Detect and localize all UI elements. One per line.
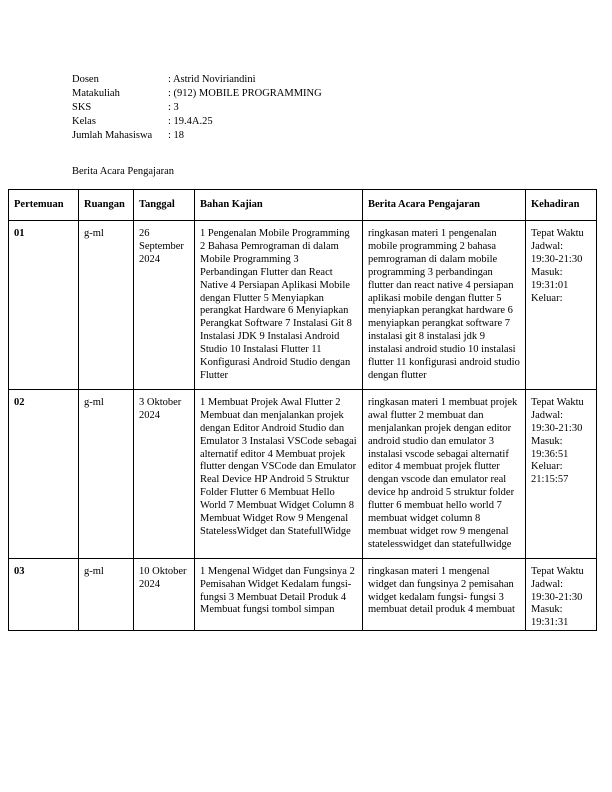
header-pertemuan: Pertemuan [9,190,79,221]
cell-berita-acara: ringkasan materi 1 membuat projek awal flutter 2 membuat dan menjalankan projek dengan editor android studio dan emulator 3 instalasi vscode sebagai alternatif editor 4 membuat projek flutter dengan vscode dan emulator real device hp android 5 struktur folder flutter 6 membuat hello world 7 membuat widget column 8 membuat widget row 9 mengenal statelesswidget dan statefullwidge [363,389,526,558]
header-berita-acara: Berita Acara Pengajaran [363,190,526,221]
info-value: : 19.4A.25 [168,116,213,127]
info-row-kelas [72,115,322,129]
cell-bahan-kajian: 1 Mengenal Widget dan Fungsinya 2 Pemisahan Widget Kedalam fungsi-fungsi 3 Membuat Detail Produk 4 Membuat fungsi tombol simpan [195,558,363,631]
cell-tanggal: 3 Oktober 2024 [134,389,195,558]
info-label: Dosen [72,74,99,85]
header-bahan-kajian: Bahan Kajian [195,190,363,221]
cell-kehadiran: Tepat Waktu Jadwal: 19:30-21:30 Masuk: 19:31:01 Keluar: [526,221,597,390]
cell-ruangan: g-ml [79,558,134,631]
cell-berita-acara: ringkasan materi 1 mengenal widget dan fungsinya 2 pemisahan widget kedalam fungsi- fungsi 3 membuat detail produk 4 membuat [363,558,526,631]
table-row [9,221,597,390]
cell-kehadiran: Tepat Waktu Jadwal: 19:30-21:30 Masuk: 19:36:51 Keluar: 21:15:57 [526,389,597,558]
info-value: : (912) MOBILE PROGRAMMING [168,88,322,99]
cell-tanggal: 26 September 2024 [134,221,195,390]
info-label: Kelas [72,116,96,127]
info-row-sks [72,101,322,115]
section-title: Berita Acara Pengajaran [72,166,175,177]
cell-tanggal: 10 Oktober 2024 [134,558,195,631]
cell-pertemuan: 03 [9,558,79,631]
table-header-row [9,190,597,221]
cell-pertemuan: 02 [9,389,79,558]
cell-pertemuan: 01 [9,221,79,390]
info-label: Matakuliah [72,88,120,99]
header-ruangan: Ruangan [79,190,134,221]
cell-ruangan: g-ml [79,389,134,558]
header-tanggal: Tanggal [134,190,195,221]
teaching-record-table [8,189,597,631]
info-value: : Astrid Noviriandini [168,74,256,85]
cell-ruangan: g-ml [79,221,134,390]
cell-bahan-kajian: 1 Pengenalan Mobile Programming 2 Bahasa Pemrograman di dalam Mobile Programming 3 Perbandingan Flutter dan React Native 4 Persiapan Aplikasi Mobile dengan Flutter 5 Menyiapkan perangkat Hardware 6 Menyiapkan Perangkat Software 7 Instalasi Git 8 Instalasi JDK 9 Instalasi Android Studio 10 Instalasi Flutter 11 Konfigurasi Android Studio dengan Flutter [195,221,363,390]
info-row-matakuliah [72,87,322,101]
table-row [9,558,597,631]
table-row [9,389,597,558]
header-kehadiran: Kehadiran [526,190,597,221]
cell-berita-acara: ringkasan materi 1 pengenalan mobile programming 2 bahasa pemrograman di dalam mobile programming 3 perbandingan flutter dan react native 4 persiapan aplikasi mobile dengan flutter 5 menyiapkan perangkat hardware 6 menyiapkan perangkat software 7 instalasi git 8 instalasi jdk 9 instalasi android studio 10 instalasi flutter 11 konfigurasi android studio dengan flutter [363,221,526,390]
info-value: : 18 [168,130,185,141]
cell-kehadiran: Tepat Waktu Jadwal: 19:30-21:30 Masuk: 19:31:31 [526,558,597,631]
info-label: SKS [72,102,92,113]
cell-bahan-kajian: 1 Membuat Projek Awal Flutter 2 Membuat dan menjalankan projek dengan Editor Android Studio dan Emulator 3 Instalasi VSCode sebagai alternatif editor 4 Membuat projek flutter dengan VSCode dan Emulator Real Device HP Android 5 Struktur Folder Flutter 6 Membuat Hello World 7 Membuat Widget Column 8 Membuat Widget Row 9 Mengenal StatelessWidget dan StatefullWidge [195,389,363,558]
info-value: : 3 [168,102,179,113]
info-row-jumlah [72,129,322,143]
info-label: Jumlah Mahasiswa [72,130,153,141]
info-row-dosen [72,73,322,87]
course-info [72,73,322,143]
